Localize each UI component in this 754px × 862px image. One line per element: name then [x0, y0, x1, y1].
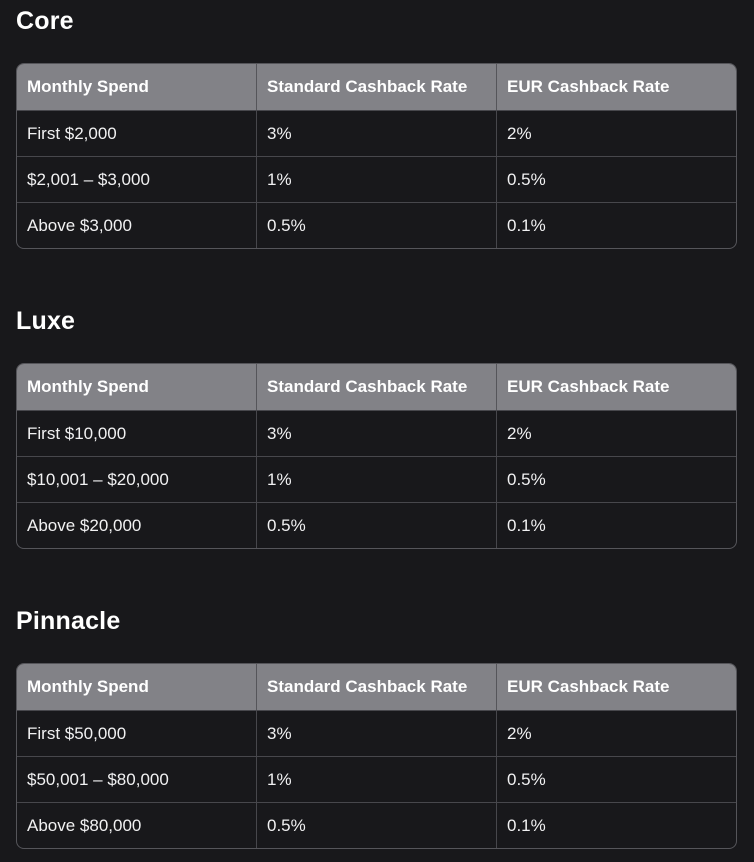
table-row — [17, 756, 736, 802]
table-cell-eur-rate: 2% — [496, 710, 736, 756]
column-header-standard-cashback-rate: Standard Cashback Rate — [256, 364, 496, 410]
table-cell-standard-rate: 1% — [256, 756, 496, 802]
core-cashback-rates-table — [16, 63, 737, 249]
table-cell-spend-range: First $10,000 — [17, 410, 256, 456]
table-cell-eur-rate: 2% — [496, 110, 736, 156]
table-header-row — [17, 364, 736, 410]
column-header-monthly-spend: Monthly Spend — [17, 664, 256, 710]
table-row — [17, 502, 736, 548]
column-header-standard-cashback-rate: Standard Cashback Rate — [256, 664, 496, 710]
table-cell-eur-rate: 0.5% — [496, 156, 736, 202]
column-header-eur-cashback-rate: EUR Cashback Rate — [496, 64, 736, 110]
table-row — [17, 802, 736, 848]
section-title-core: Core — [16, 7, 74, 35]
table-cell-standard-rate: 3% — [256, 410, 496, 456]
table-header-row — [17, 64, 736, 110]
column-header-monthly-spend: Monthly Spend — [17, 364, 256, 410]
table-header-row — [17, 664, 736, 710]
section-luxe — [16, 306, 737, 549]
section-title-luxe: Luxe — [16, 307, 76, 335]
table-cell-spend-range: $10,001 – $20,000 — [17, 456, 256, 502]
table-cell-eur-rate: 0.1% — [496, 802, 736, 848]
table-cell-standard-rate: 3% — [256, 710, 496, 756]
table-cell-standard-rate: 1% — [256, 156, 496, 202]
column-header-eur-cashback-rate: EUR Cashback Rate — [496, 364, 736, 410]
table-cell-standard-rate: 3% — [256, 110, 496, 156]
table-cell-standard-rate: 1% — [256, 456, 496, 502]
table-row — [17, 110, 736, 156]
section-core — [16, 6, 737, 249]
column-header-monthly-spend: Monthly Spend — [17, 64, 256, 110]
table-row — [17, 202, 736, 248]
table-row — [17, 456, 736, 502]
section-title-pinnacle: Pinnacle — [16, 607, 121, 635]
table-cell-eur-rate: 0.1% — [496, 502, 736, 548]
table-cell-spend-range: Above $3,000 — [17, 202, 256, 248]
column-header-eur-cashback-rate: EUR Cashback Rate — [496, 664, 736, 710]
table-cell-eur-rate: 0.5% — [496, 456, 736, 502]
luxe-cashback-rates-table — [16, 363, 737, 549]
table-cell-eur-rate: 0.5% — [496, 756, 736, 802]
table-cell-spend-range: Above $20,000 — [17, 502, 256, 548]
table-cell-spend-range: First $50,000 — [17, 710, 256, 756]
table-cell-spend-range: First $2,000 — [17, 110, 256, 156]
column-header-standard-cashback-rate: Standard Cashback Rate — [256, 64, 496, 110]
section-pinnacle — [16, 606, 737, 849]
table-cell-spend-range: $2,001 – $3,000 — [17, 156, 256, 202]
table-cell-eur-rate: 0.1% — [496, 202, 736, 248]
table-cell-eur-rate: 2% — [496, 410, 736, 456]
table-row — [17, 710, 736, 756]
table-cell-standard-rate: 0.5% — [256, 502, 496, 548]
pinnacle-cashback-rates-table — [16, 663, 737, 849]
table-row — [17, 156, 736, 202]
table-cell-standard-rate: 0.5% — [256, 802, 496, 848]
table-cell-standard-rate: 0.5% — [256, 202, 496, 248]
table-cell-spend-range: $50,001 – $80,000 — [17, 756, 256, 802]
table-row — [17, 410, 736, 456]
table-cell-spend-range: Above $80,000 — [17, 802, 256, 848]
